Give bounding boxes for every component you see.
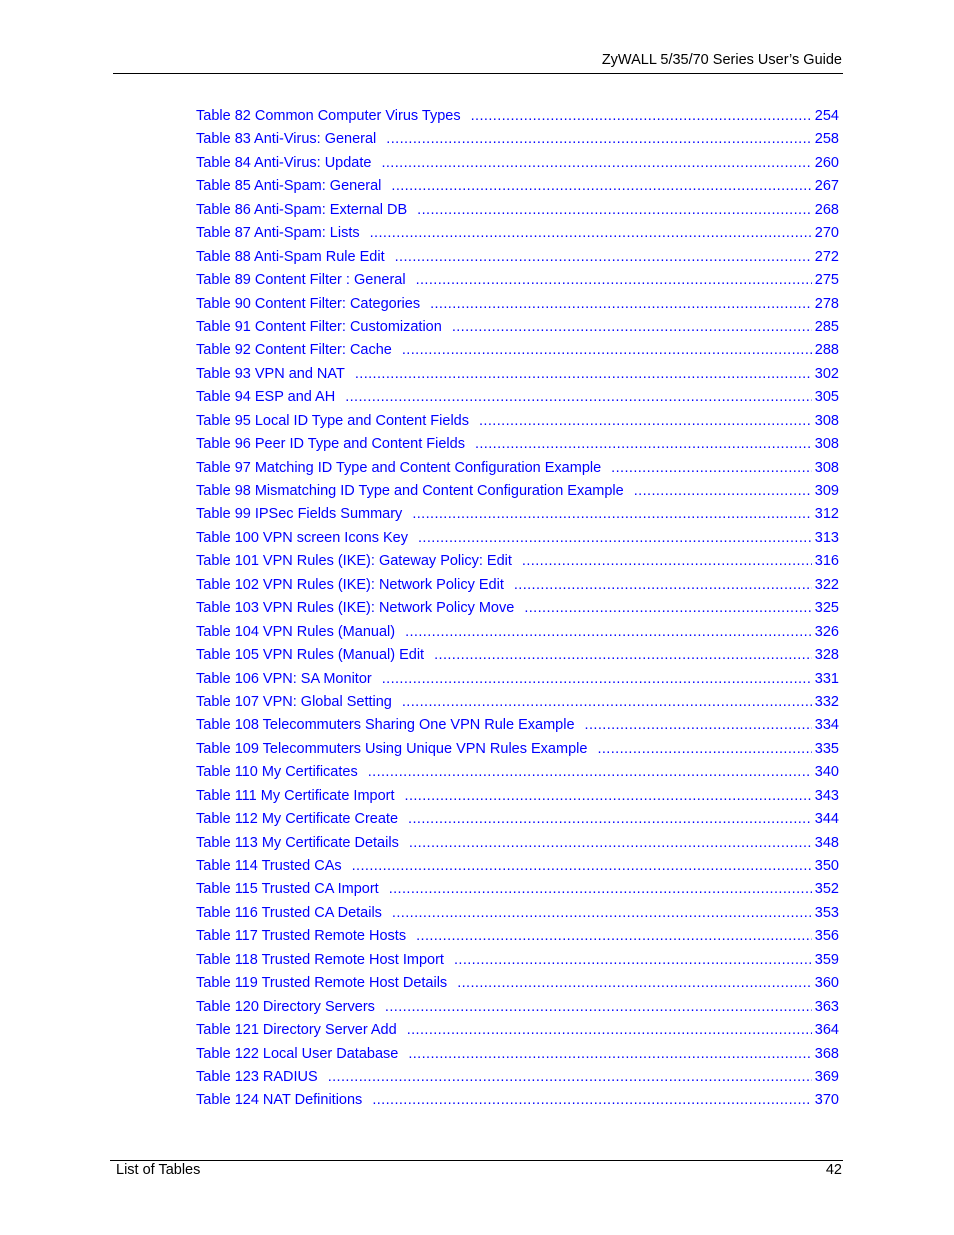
toc-entry-title[interactable]: Table 97 Matching ID Type and Content Configuration Example [196, 459, 602, 476]
toc-entry[interactable] [196, 902, 839, 925]
footer-section-title: List of Tables [116, 1162, 201, 1178]
toc-entry-page-number[interactable]: 278 [814, 295, 839, 312]
toc-entry-title[interactable]: Table 109 Telecommuters Using Unique VPN Rules Example [196, 740, 588, 757]
toc-dot-leader [430, 293, 812, 316]
toc-dot-leader [368, 761, 812, 784]
toc-entry-page-number[interactable]: 308 [814, 412, 839, 429]
toc-dot-leader [407, 1019, 812, 1042]
toc-dot-leader [475, 433, 812, 456]
toc-entry[interactable] [196, 996, 839, 1019]
toc-entry[interactable] [196, 269, 839, 292]
toc-entry[interactable] [196, 105, 839, 128]
toc-entry-page-number[interactable]: 260 [814, 154, 839, 171]
toc-entry-page-number[interactable]: 302 [814, 365, 839, 382]
toc-entry[interactable] [196, 386, 839, 409]
toc-entry-title[interactable]: Table 94 ESP and AH [196, 389, 336, 406]
toc-entry-page-number[interactable]: 258 [814, 131, 839, 148]
toc-entry-title[interactable]: Table 105 VPN Rules (Manual) Edit [196, 647, 425, 664]
toc-entry-title[interactable]: Table 92 Content Filter: Cache [196, 342, 392, 359]
toc-dot-leader [471, 105, 812, 128]
toc-entry[interactable] [196, 714, 839, 737]
toc-entry-page-number[interactable]: 359 [814, 951, 839, 968]
toc-dot-leader [412, 503, 811, 526]
header-title: ZyWALL 5/35/70 Series User’s Guide [601, 52, 842, 68]
toc-dot-leader [345, 386, 812, 409]
toc-entry-title[interactable]: Table 112 My Certificate Create [196, 811, 399, 828]
toc-dot-leader [352, 855, 812, 878]
toc-entry[interactable] [196, 410, 839, 433]
toc-entry-page-number[interactable]: 331 [814, 670, 839, 687]
toc-dot-leader [597, 738, 811, 761]
toc-entry-title[interactable]: Table 85 Anti-Spam: General [196, 178, 382, 195]
toc-entry[interactable] [196, 597, 839, 620]
table-of-contents-list [196, 105, 839, 1113]
toc-entry[interactable] [196, 293, 839, 316]
toc-entry-page-number[interactable]: 350 [814, 858, 839, 874]
toc-entry[interactable] [196, 761, 839, 784]
toc-entry-title[interactable]: Table 111 My Certificate Import [196, 787, 395, 804]
toc-entry[interactable] [196, 785, 839, 808]
toc-dot-leader [634, 480, 812, 503]
toc-entry[interactable] [196, 246, 839, 269]
toc-entry-title[interactable]: Table 118 Trusted Remote Host Import [196, 951, 444, 968]
toc-entry[interactable] [196, 1089, 839, 1112]
toc-dot-leader [585, 714, 812, 737]
toc-entry-title[interactable]: Table 82 Common Computer Virus Types [196, 108, 461, 124]
toc-entry-title[interactable]: Table 121 Directory Server Add [196, 1022, 397, 1039]
toc-entry-title[interactable]: Table 107 VPN: Global Setting [196, 693, 392, 710]
toc-entry[interactable] [196, 199, 839, 222]
toc-entry[interactable] [196, 175, 839, 198]
toc-dot-leader [405, 621, 812, 644]
toc-entry[interactable] [196, 527, 839, 550]
toc-entry[interactable] [196, 878, 839, 901]
toc-entry-page-number[interactable]: 335 [814, 740, 839, 757]
toc-entry-page-number[interactable]: 305 [814, 389, 839, 406]
toc-entry-page-number[interactable]: 348 [814, 834, 839, 851]
toc-entry[interactable] [196, 128, 839, 151]
toc-dot-leader [409, 832, 812, 855]
toc-entry-page-number[interactable]: 308 [814, 459, 839, 476]
toc-entry-title[interactable]: Table 120 Directory Servers [196, 998, 375, 1015]
toc-dot-leader [514, 574, 812, 597]
toc-dot-leader [522, 550, 812, 573]
toc-entry-title[interactable]: Table 100 VPN screen Icons Key [196, 529, 408, 546]
toc-entry-page-number[interactable]: 272 [814, 248, 839, 265]
toc-dot-leader [391, 175, 811, 198]
toc-entry-title[interactable]: Table 110 My Certificates [196, 764, 358, 781]
toc-entry-page-number[interactable]: 313 [814, 529, 839, 546]
toc-dot-leader [611, 457, 812, 480]
toc-dot-leader [524, 597, 811, 620]
toc-entry-page-number[interactable]: 270 [814, 225, 839, 242]
toc-entry-page-number[interactable]: 370 [814, 1092, 839, 1109]
toc-entry-page-number[interactable]: 267 [814, 178, 839, 195]
toc-entry-page-number[interactable]: 288 [814, 342, 839, 359]
toc-entry[interactable] [196, 1019, 839, 1042]
toc-entry[interactable] [196, 925, 839, 948]
toc-dot-leader [392, 902, 812, 925]
toc-entry-title[interactable]: Table 117 Trusted Remote Hosts [196, 928, 407, 945]
toc-dot-leader [372, 1089, 811, 1112]
toc-entry-title[interactable]: Table 114 Trusted CAs [196, 858, 342, 874]
toc-entry[interactable] [196, 644, 839, 667]
toc-dot-leader [389, 878, 812, 901]
toc-entry-title[interactable]: Table 106 VPN: SA Monitor [196, 670, 372, 687]
toc-entry[interactable] [196, 832, 839, 855]
toc-entry-title[interactable]: Table 96 Peer ID Type and Content Fields [196, 436, 465, 453]
toc-dot-leader [408, 808, 812, 831]
toc-entry-title[interactable]: Table 115 Trusted CA Import [196, 881, 379, 898]
toc-entry-page-number[interactable]: 309 [814, 483, 839, 499]
toc-dot-leader [418, 527, 812, 550]
toc-entry[interactable] [196, 949, 839, 972]
toc-entry-page-number[interactable]: 360 [814, 975, 839, 992]
toc-entry-title[interactable]: Table 91 Content Filter: Customization [196, 318, 442, 335]
toc-entry-page-number[interactable]: 275 [814, 272, 839, 289]
toc-entry[interactable] [196, 574, 839, 597]
toc-entry-title[interactable]: Table 88 Anti-Spam Rule Edit [196, 248, 385, 265]
toc-entry-page-number[interactable]: 285 [814, 318, 839, 335]
toc-entry-page-number[interactable]: 332 [814, 693, 839, 710]
toc-entry-title[interactable]: Table 103 VPN Rules (IKE): Network Policy Move [196, 600, 515, 617]
toc-entry-title[interactable]: Table 108 Telecommuters Sharing One VPN Rule Example [196, 717, 575, 734]
footer-divider [110, 1160, 843, 1161]
toc-entry[interactable] [196, 855, 839, 878]
toc-entry[interactable] [196, 339, 839, 362]
toc-dot-leader [416, 269, 812, 292]
toc-dot-leader [402, 339, 812, 362]
toc-entry-page-number[interactable]: 254 [814, 108, 839, 124]
toc-entry-page-number[interactable]: 353 [814, 904, 839, 921]
toc-dot-leader [416, 925, 812, 948]
toc-dot-leader [395, 246, 812, 269]
toc-dot-leader [328, 1066, 812, 1089]
toc-entry-page-number[interactable]: 326 [814, 623, 839, 640]
toc-dot-leader [408, 1043, 811, 1066]
toc-dot-leader [434, 644, 812, 667]
toc-entry-title[interactable]: Table 86 Anti-Spam: External DB [196, 201, 408, 218]
toc-dot-leader [370, 222, 812, 245]
toc-entry-title[interactable]: Table 101 VPN Rules (IKE): Gateway Policy: Edit [196, 553, 512, 570]
toc-dot-leader [457, 972, 812, 995]
toc-dot-leader [405, 785, 812, 808]
toc-entry-title[interactable]: Table 93 VPN and NAT [196, 365, 345, 382]
toc-entry-title[interactable]: Table 119 Trusted Remote Host Details [196, 975, 448, 992]
toc-entry[interactable] [196, 808, 839, 831]
toc-entry[interactable] [196, 691, 839, 714]
toc-entry-title[interactable]: Table 113 My Certificate Details [196, 834, 399, 851]
header-divider [113, 73, 843, 74]
toc-entry-title[interactable]: Table 98 Mismatching ID Type and Content Configuration Example [196, 483, 624, 499]
toc-dot-leader [385, 996, 812, 1019]
toc-dot-leader [382, 668, 812, 691]
toc-entry-page-number[interactable]: 363 [814, 998, 839, 1015]
toc-entry-page-number[interactable]: 325 [814, 600, 839, 617]
toc-entry[interactable] [196, 480, 839, 503]
toc-entry[interactable] [196, 433, 839, 456]
toc-entry[interactable] [196, 550, 839, 573]
toc-entry-page-number[interactable]: 328 [814, 647, 839, 664]
toc-entry-title[interactable]: Table 83 Anti-Virus: General [196, 131, 377, 148]
toc-entry-page-number[interactable]: 369 [814, 1068, 839, 1085]
toc-entry-page-number[interactable]: 268 [814, 201, 839, 218]
toc-entry-page-number[interactable]: 316 [814, 553, 839, 570]
toc-entry-title[interactable]: Table 104 VPN Rules (Manual) [196, 623, 396, 640]
toc-entry-page-number[interactable]: 322 [814, 576, 839, 593]
toc-entry-title[interactable]: Table 84 Anti-Virus: Update [196, 154, 372, 171]
toc-dot-leader [454, 949, 812, 972]
toc-entry[interactable] [196, 738, 839, 761]
toc-entry-page-number[interactable]: 308 [814, 436, 839, 453]
toc-entry-title[interactable]: Table 99 IPSec Fields Summary [196, 506, 403, 523]
toc-entry-page-number[interactable]: 343 [814, 787, 839, 804]
toc-entry-title[interactable]: Table 90 Content Filter: Categories [196, 295, 421, 312]
toc-entry-title[interactable]: Table 95 Local ID Type and Content Fields [196, 412, 469, 429]
toc-entry[interactable] [196, 457, 839, 480]
toc-entry[interactable] [196, 1066, 839, 1089]
toc-entry[interactable] [196, 363, 839, 386]
toc-entry-page-number[interactable]: 368 [814, 1045, 839, 1062]
toc-entry[interactable] [196, 668, 839, 691]
toc-entry-title[interactable]: Table 89 Content Filter : General [196, 272, 406, 289]
toc-entry-title[interactable]: Table 124 NAT Definitions [196, 1092, 363, 1109]
toc-entry[interactable] [196, 621, 839, 644]
toc-dot-leader [479, 410, 812, 433]
footer-page-number: 42 [825, 1162, 842, 1178]
toc-entry[interactable] [196, 222, 839, 245]
toc-dot-leader [417, 199, 812, 222]
toc-entry-page-number[interactable]: 340 [814, 764, 839, 781]
toc-dot-leader [381, 152, 811, 175]
toc-entry-page-number[interactable]: 344 [814, 811, 839, 828]
toc-entry[interactable] [196, 152, 839, 175]
toc-dot-leader [355, 363, 812, 386]
toc-entry-page-number[interactable]: 356 [814, 928, 839, 945]
toc-entry[interactable] [196, 1043, 839, 1066]
toc-entry-page-number[interactable]: 312 [814, 506, 839, 523]
toc-entry-page-number[interactable]: 334 [814, 717, 839, 734]
toc-entry-page-number[interactable]: 364 [814, 1022, 839, 1039]
toc-entry-title[interactable]: Table 123 RADIUS [196, 1068, 318, 1085]
toc-entry[interactable] [196, 316, 839, 339]
toc-entry-title[interactable]: Table 116 Trusted CA Details [196, 904, 382, 921]
toc-entry-page-number[interactable]: 352 [814, 881, 839, 898]
toc-dot-leader [386, 128, 812, 151]
toc-entry-title[interactable]: Table 87 Anti-Spam: Lists [196, 225, 360, 242]
toc-dot-leader [452, 316, 812, 339]
toc-entry-title[interactable]: Table 122 Local User Database [196, 1045, 399, 1062]
toc-entry-title[interactable]: Table 102 VPN Rules (IKE): Network Policy Edit [196, 576, 504, 593]
toc-entry[interactable] [196, 503, 839, 526]
toc-entry[interactable] [196, 972, 839, 995]
toc-dot-leader [402, 691, 812, 714]
